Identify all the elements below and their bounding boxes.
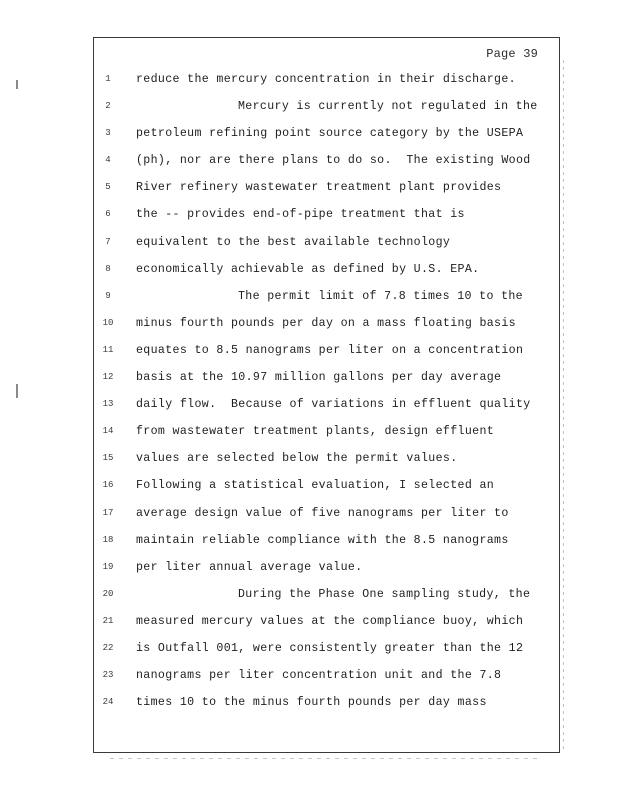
line-text: Following a statistical evaluation, I selected an [136,479,495,493]
line-text: minus fourth pounds per day on a mass floating basis [136,316,516,330]
transcript-line [0,693,618,720]
line-number: 9 [105,290,111,301]
line-number: 20 [102,588,114,599]
line-number: 14 [102,426,114,437]
transcript-line [0,341,618,368]
line-number: 5 [105,182,111,193]
line-text: maintain reliable compliance with the 8.5 nanograms [136,533,509,547]
line-number: 15 [102,453,114,464]
line-text: equivalent to the best available technology [136,235,451,249]
line-text: petroleum refining point source category by the USEPA [136,127,524,141]
transcript-line [0,287,618,314]
line-text: reduce the mercury concentration in their discharge. [136,73,516,86]
transcript-line [0,124,618,151]
transcript-line [0,178,618,205]
line-number: 22 [102,642,114,653]
line-number: 12 [102,372,114,383]
transcript-line [0,476,618,503]
transcript-line [0,558,618,585]
line-text: measured mercury values at the compliance buoy, which [136,614,524,628]
line-text: The permit limit of 7.8 times 10 to the [238,289,523,303]
transcript-line [0,422,618,449]
transcript-line [0,70,618,97]
transcript-line [0,151,618,178]
line-number: 23 [102,670,114,681]
line-number: 17 [102,507,114,518]
line-number: 11 [102,344,114,355]
line-text: economically achievable as defined by U.S. EPA. [136,262,480,276]
line-text: per liter annual average value. [136,560,363,574]
transcript-line [0,395,618,422]
transcript-line [0,531,618,558]
page-number: Page 39 [486,47,538,61]
transcript-line [0,612,618,639]
line-number: 18 [102,534,114,545]
line-number: 4 [105,155,111,166]
transcript-line [0,260,618,287]
line-number: 2 [105,101,111,112]
line-text: from wastewater treatment plants, design effluent [136,425,495,439]
transcript-line [0,314,618,341]
line-text: nanograms per liter concentration unit and the 7.8 [136,669,502,683]
line-text: During the Phase One sampling study, the [238,587,531,601]
transcript-lines [0,70,618,720]
line-number: 19 [102,561,114,572]
transcript-line [0,666,618,693]
line-number: 7 [105,236,111,247]
transcript-line [0,205,618,232]
line-text: River refinery wastewater treatment plant provides [136,181,502,195]
line-number: 24 [102,697,114,708]
line-text: times 10 to the minus fourth pounds per day mass [136,696,487,710]
line-number: 16 [102,480,114,491]
transcript-line [0,233,618,260]
line-text: daily flow. Because of variations in effluent quality [136,398,531,412]
line-text: (ph), nor are there plans to do so. The existing Wood [136,154,531,168]
line-text: equates to 8.5 nanograms per liter on a concentration [136,343,524,357]
transcript-line [0,585,618,612]
line-number: 10 [102,317,114,328]
line-text: is Outfall 001, were consistently greater than the 12 [136,641,524,655]
line-number: 8 [105,263,111,274]
line-number: 21 [102,615,114,626]
transcript-line [0,449,618,476]
line-text: values are selected below the permit values. [136,452,458,466]
line-number: 3 [105,128,111,139]
page-bottom-edge [110,758,540,759]
transcript-line [0,504,618,531]
line-number: 1 [105,74,111,84]
line-text: average design value of five nanograms per liter to [136,506,509,520]
line-number: 6 [105,209,111,220]
line-text: the -- provides end-of-pipe treatment that is [136,208,465,222]
line-number: 13 [102,399,114,410]
line-text: basis at the 10.97 million gallons per day average [136,371,502,385]
line-text: Mercury is currently not regulated in the [238,100,538,114]
transcript-line [0,368,618,395]
transcript-line [0,639,618,666]
transcript-line [0,97,618,124]
